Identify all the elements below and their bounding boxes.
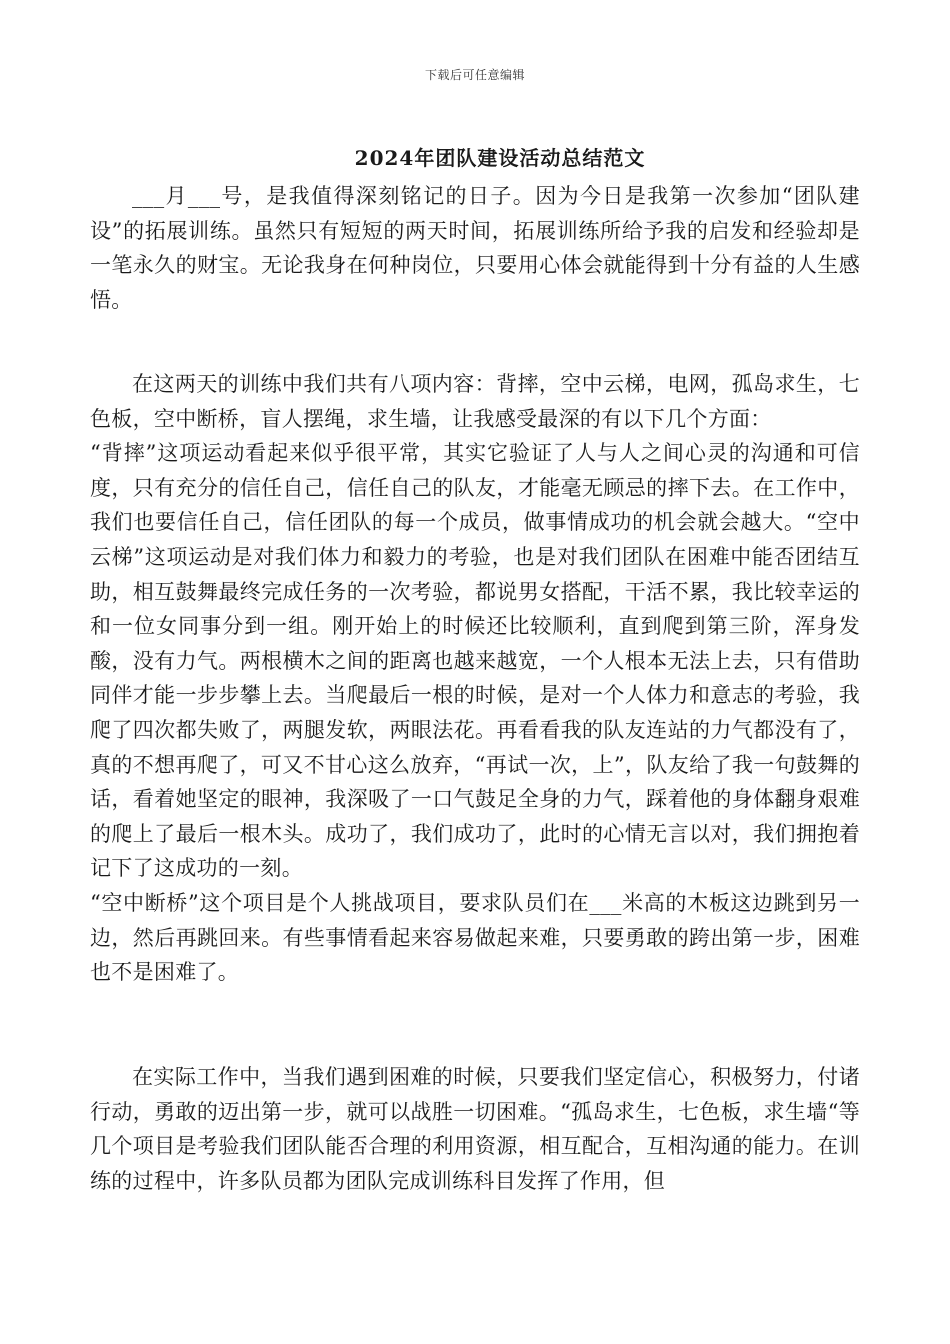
paragraph: 在实际工作中，当我们遇到困难的时候，只要我们坚定信心，积极努力，付诸行动，勇敢的迈出第一步，就可以战胜一切困难。“孤岛求生，七色板，求生墙“等几个项目是考验我们团队能否合理的利用资源，相互配合，互相沟通的能力。在训练的过程中，许多队员都为团队完成训练科目发挥了作用，但 [90, 1065, 860, 1193]
body-section-training [90, 367, 860, 990]
body-section-intro [90, 179, 860, 317]
document-title: 2024年团队建设活动总结范文 [354, 146, 646, 170]
body-section-reflection [90, 1060, 860, 1198]
paragraph: ___月___号，是我值得深刻铭记的日子。因为今日是我第一次参加“团队建设”的拓展训练。虽然只有短短的两天时间，拓展训练所给予我的启发和经验却是一笔永久的财宝。无论我身在何种岗位，只要用心体会就能得到十分有益的人生感悟。 [90, 184, 860, 312]
paragraph: “背摔”这项运动看起来似乎很平常，其实它验证了人与人之间心灵的沟通和可信度，只有充分的信任自己，信任自己的队友，才能毫无顾忌的摔下去。在工作中，我们也要信任自己，信任团队的每一个成员，做事情成功的机会就会越大。“空中云梯”这项运动是对我们体力和毅力的考验，也是对我们团队在困难中能否团结互助，相互鼓舞最终完成任务的一次考验，都说男女搭配，干活不累，我比较幸运的和一位女同事分到一组。刚开始上的时候还比较顺利，直到爬到第三阶，浑身发酸，没有力气。两根横木之间的距离也越来越宽，一个人根本无法上去，只有借助同伴才能一步步攀上去。当爬最后一根的时候，是对一个人体力和意志的考验，我爬了四次都失败了，两腿发软，两眼法花。再看看我的队友连站的力气都没有了，真的不想再爬了，可又不甘心这么放弃，“再试一次，上”，队友给了我一句鼓舞的话，看着她坚定的眼神，我深吸了一口气鼓足全身的力气，踩着他的身体翻身艰难的爬上了最后一根木头。成功了，我们成功了，此时的心情无言以对，我们拥抱着记下了这成功的一刻。 [90, 441, 860, 881]
paragraph: 在这两天的训练中我们共有八项内容：背摔，空中云梯，电网，孤岛求生，七色板，空中断桥，盲人摆绳，求生墙，让我感受最深的有以下几个方面： [90, 372, 860, 431]
paragraph: “空中断桥”这个项目是个人挑战项目，要求队员们在___米高的木板这边跳到另一边，然后再跳回来。有些事情看起来容易做起来难，只要勇敢的跨出第一步，困难也不是困难了。 [90, 890, 860, 985]
header-note: 下载后可任意编辑 [424, 68, 525, 82]
